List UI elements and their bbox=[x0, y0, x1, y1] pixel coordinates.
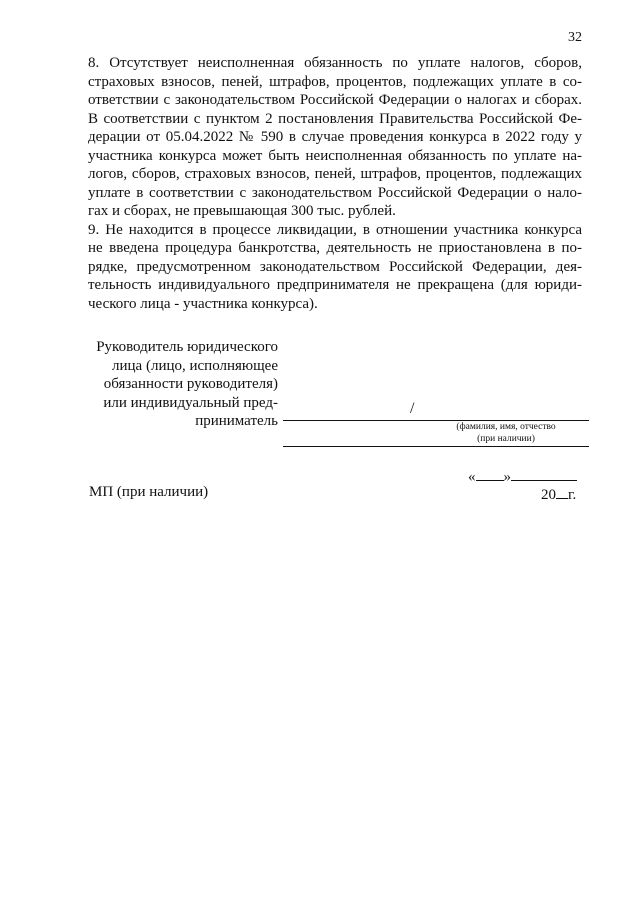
signatory-label-line: лица (лицо, исполняющее bbox=[112, 357, 278, 374]
signature-caption bbox=[422, 421, 590, 445]
date-day-month bbox=[468, 466, 577, 486]
signature-underline bbox=[283, 446, 589, 447]
day-blank bbox=[476, 466, 504, 481]
paragraph-line: гах и сборах, не превышающая 300 тыс. рублей. bbox=[88, 203, 396, 219]
paragraph-line: логов, сборов, страховых взносов, пеней, штрафов, процентов, подлежащих bbox=[88, 166, 582, 182]
paragraph-line: 9. Не находится в процессе ликвидации, в отношении участника конкурса bbox=[88, 221, 582, 238]
signatory-label-line: приниматель bbox=[195, 413, 278, 429]
signature-caption-line: (фамилия, имя, отчество bbox=[456, 422, 556, 432]
date-open-quote: « bbox=[468, 469, 476, 485]
signatory-label-line: обязанности руководителя) bbox=[103, 376, 278, 392]
date-year bbox=[541, 484, 576, 504]
paragraph-line: ческого лица - участника конкурса). bbox=[88, 295, 318, 312]
signature-caption-line: (при наличии) bbox=[477, 434, 535, 444]
page-number: 32 bbox=[568, 30, 582, 45]
stamp-label: МП (при наличии) bbox=[89, 484, 209, 500]
month-blank bbox=[511, 466, 577, 481]
signatory-label-line: Руководитель юридического bbox=[96, 339, 278, 355]
paragraph-line: В соответствии с пунктом 2 постановления Правительства Российской Фе- bbox=[88, 110, 582, 127]
body-text bbox=[88, 54, 582, 313]
paragraph-line: не введена процедура банкротства, деятельность не приостановлена в по- bbox=[88, 240, 582, 256]
year-prefix: 20 bbox=[541, 487, 556, 503]
paragraph-line: тельность индивидуального предпринимателя не прекращена (для юриди- bbox=[88, 277, 582, 293]
signature-separator: / bbox=[410, 400, 415, 417]
paragraph-line: участника конкурса может быть неисполненная обязанность по уплате на- bbox=[88, 147, 582, 164]
paragraph-line: уплате в соответствии с законодательством Российской Федерации о нало- bbox=[88, 184, 582, 201]
signatory-label-line: или индивидуальный пред- bbox=[103, 394, 278, 411]
year-suffix: г. bbox=[568, 487, 577, 503]
signatory-label bbox=[90, 338, 278, 431]
paragraph-line: 8. Отсутствует неисполненная обязанность по уплате налогов, сборов, bbox=[88, 55, 582, 71]
paragraph-line: рядке, предусмотренном законодательством Российской Федерации, дея- bbox=[88, 258, 582, 275]
year-blank bbox=[556, 484, 568, 499]
date-close-quote: » bbox=[503, 469, 511, 485]
paragraph-line: ответствии с законодательством Российской Федерации о налогах и сборах. bbox=[88, 92, 582, 108]
paragraph-line: дерации от 05.04.2022 № 590 в случае проведения конкурса в 2022 году у bbox=[88, 129, 582, 145]
paragraph-line: страховых взносов, пеней, штрафов, процентов, подлежащих уплате в со- bbox=[88, 73, 582, 90]
